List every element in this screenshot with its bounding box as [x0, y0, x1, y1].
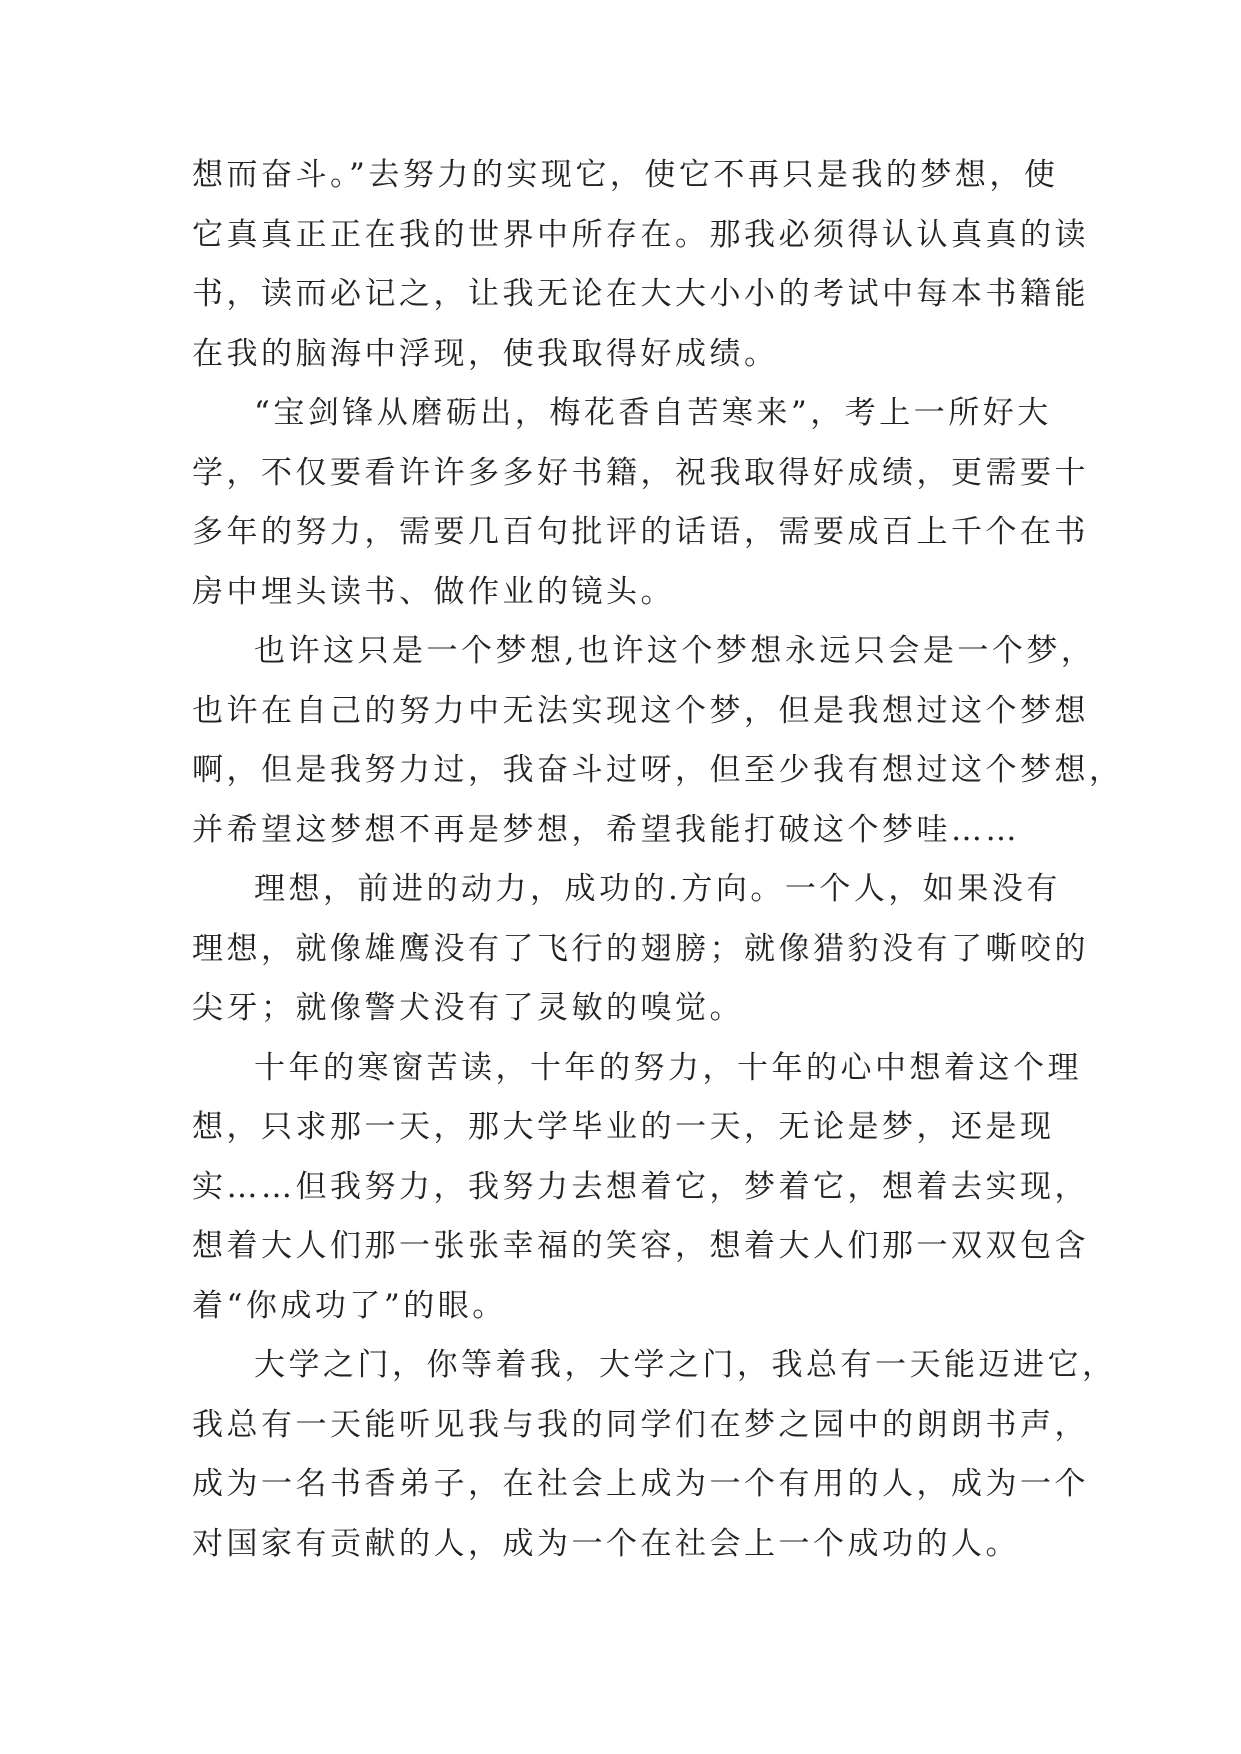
text-line: 它真真正正在我的世界中所存在。那我必须得认认真真的读 [192, 216, 1089, 253]
paragraph-5 [192, 1039, 1089, 1337]
text-line: 对国家有贡献的人，成为一个在社会上一个成功的人。 [192, 1525, 1020, 1562]
paragraph-2 [192, 384, 1089, 622]
text-line: 在我的脑海中浮现，使我取得好成绩。 [192, 335, 779, 372]
paragraph-1 [192, 146, 1089, 384]
text-line: 成为一名书香弟子，在社会上成为一个有用的人，成为一个 [192, 1466, 1089, 1502]
text-line: “宝剑锋从磨砺出，梅花香自苦寒来”，考上一所好大 [254, 395, 1052, 431]
text-line: 也许这只是一个梦想,也许这个梦想永远只会是一个梦， [254, 633, 1096, 669]
text-line: 理想，前进的动力，成功的.方向。一个人，如果没有 [254, 871, 1061, 907]
paragraph-4 [192, 860, 1089, 1039]
document-page [192, 146, 1124, 1574]
text-line: 大学之门，你等着我，大学之门，我总有一天能迈进它， [254, 1347, 1117, 1383]
text-line: 多年的努力，需要几百句批评的话语，需要成百上千个在书 [192, 514, 1089, 550]
text-line: 想，只求那一天，那大学毕业的一天，无论是梦，还是现 [192, 1109, 1055, 1145]
paragraph-6 [192, 1336, 1117, 1574]
text-line: 啊，但是我努力过，我奋斗过呀，但至少我有想过这个梦想， [192, 752, 1124, 788]
text-line: 书，读而必记之，让我无论在大大小小的考试中每本书籍能 [192, 276, 1089, 312]
text-line: 并希望这梦想不再是梦想，希望我能打破这个梦哇…… [192, 811, 1020, 848]
text-line: 也许在自己的努力中无法实现这个梦，但是我想过这个梦想 [192, 692, 1089, 729]
text-line: 实……但我努力，我努力去想着它，梦着它，想着去实现， [192, 1168, 1089, 1205]
text-line: 想着大人们那一张张幸福的笑容，想着大人们那一双双包含 [192, 1228, 1089, 1264]
text-line: 我总有一天能听见我与我的同学们在梦之园中的朗朗书声， [192, 1406, 1089, 1443]
text-line: 十年的寒窗苦读，十年的努力，十年的心中想着这个理 [254, 1049, 1082, 1086]
text-line: 学，不仅要看许许多多好书籍，祝我取得好成绩，更需要十 [192, 454, 1089, 491]
text-line: 想而奋斗。”去努力的实现它，使它不再只是我的梦想，使 [192, 157, 1059, 193]
paragraph-3 [192, 622, 1124, 860]
text-line: 着“你成功了”的眼。 [192, 1287, 507, 1324]
text-line: 尖牙；就像警犬没有了灵敏的嗅觉。 [192, 990, 744, 1026]
text-line: 理想，就像雄鹰没有了飞行的翅膀；就像猎豹没有了嘶咬的 [192, 930, 1089, 967]
text-line: 房中埋头读书、做作业的镜头。 [192, 573, 675, 610]
